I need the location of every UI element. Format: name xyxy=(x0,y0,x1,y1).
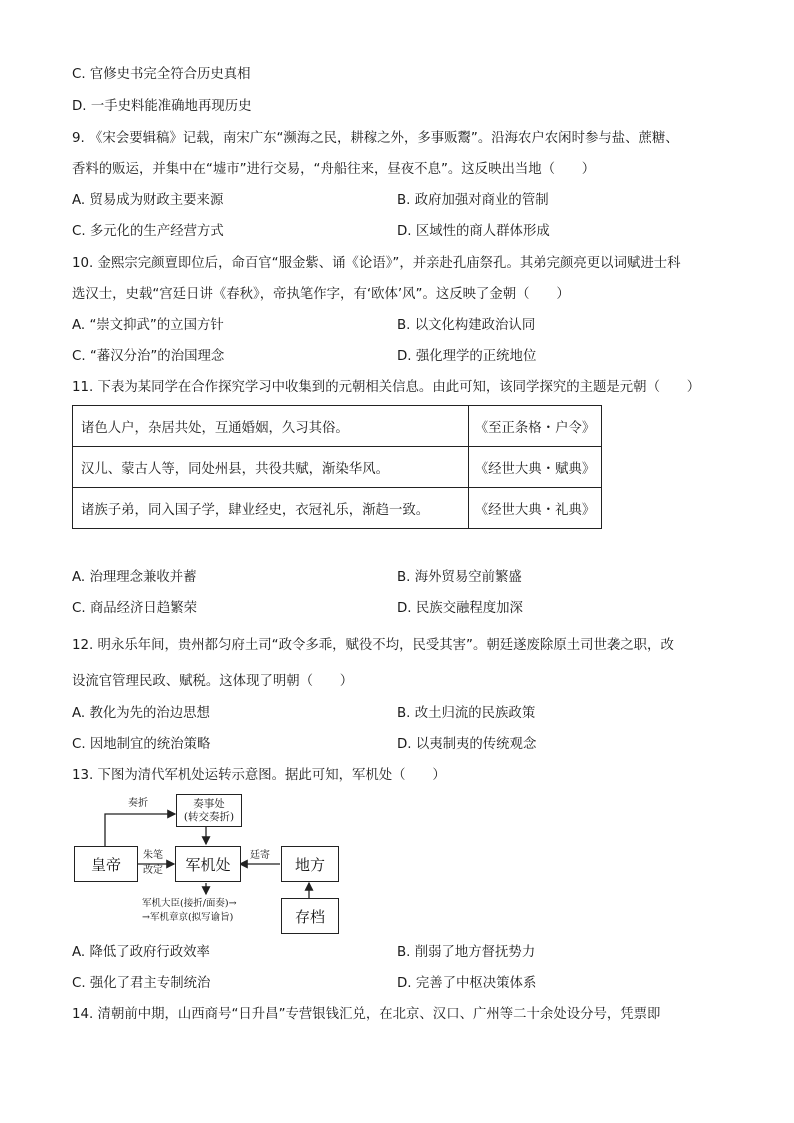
question-9-line-1: 9. 《宋会要辑稿》记载，南宋广东“濒海之民，耕稼之外，多事贩鬻”。沿海农户农闲时参与盐、蔗糖、 xyxy=(72,131,679,146)
junjichu-label: 军机处 xyxy=(185,855,231,874)
q10-option-b: B. 以文化构建政治认同 xyxy=(397,318,536,333)
q12-option-b: B. 改土归流的民族政策 xyxy=(397,706,536,721)
q13-option-d: D. 完善了中枢决策体系 xyxy=(397,976,537,991)
junjichu-box xyxy=(175,846,241,882)
table-row xyxy=(73,406,602,447)
q10-option-c: C. “蕃汉分治”的治国理念 xyxy=(72,349,225,364)
table-cell-source: 《至正条格・户令》 xyxy=(469,406,602,447)
question-12-line-1: 12. 明永乐年间，贵州都匀府土司“政令多乖，赋役不均，民受其害”。朝廷遂废除原土司世袭之职，改 xyxy=(72,638,674,653)
question-10-line-1: 10. 金熙宗完颜亶即位后，命百官“服金紫、诵《论语》”，并亲赴孔庙祭孔。其弟完颜亮更以词赋进士科 xyxy=(72,256,681,271)
question-13: 13. 下图为清代军机处运转示意图。据此可知，军机处（ ） xyxy=(72,768,446,783)
q12-option-d: D. 以夷制夷的传统观念 xyxy=(397,737,537,752)
zoushichu-title: 奏事处 xyxy=(193,797,225,810)
label-zhubi-2: 改定 xyxy=(143,865,163,876)
zoushichu-box xyxy=(176,794,242,827)
q10-option-d: D. 强化理学的正统地位 xyxy=(397,349,537,364)
note-line-1: 军机大臣(接折/面奏)→ xyxy=(142,898,237,909)
q9-option-c: C. 多元化的生产经营方式 xyxy=(72,224,224,239)
q11-option-c: C. 商品经济日趋繁荣 xyxy=(72,601,197,616)
label-zouzhe: 奏折 xyxy=(128,798,148,809)
note-line-2: →军机章京(拟写谕旨) xyxy=(142,912,234,923)
table-cell-source: 《经世大典・赋典》 xyxy=(469,447,602,488)
archive-box xyxy=(281,898,339,934)
yuan-info-table xyxy=(72,405,602,529)
q12-option-c: C. 因地制宜的统治策略 xyxy=(72,737,211,752)
question-14: 14. 清朝前中期，山西商号“日升昌”专营银钱汇兑，在北京、汉口、广州等二十余处设分号，凭票即 xyxy=(72,1007,661,1022)
local-label: 地方 xyxy=(294,855,325,874)
q12-option-a: A. 教化为先的治边思想 xyxy=(72,706,210,721)
zoushichu-subtitle: (转交奏折) xyxy=(183,810,235,823)
table-cell-content: 汉儿、蒙古人等，同处州县，共役共赋，渐染华风。 xyxy=(73,447,469,488)
question-12-line-2: 设流官管理民政、赋税。这体现了明朝（ ） xyxy=(72,674,354,689)
emperor-box xyxy=(74,846,138,882)
q11-option-a: A. 治理理念兼收并蓄 xyxy=(72,570,197,585)
label-zhubi-1: 朱笔 xyxy=(143,850,163,861)
q10-option-a: A. “崇文抑武”的立国方针 xyxy=(72,318,224,333)
q13-option-c: C. 强化了君主专制统治 xyxy=(72,976,211,991)
question-9-line-2: 香料的贩运，并集中在“墟市”进行交易，“舟船往来，昼夜不息”。这反映出当地（ ） xyxy=(72,162,596,177)
q13-option-a: A. 降低了政府行政效率 xyxy=(72,945,210,960)
label-tingji: 廷寄 xyxy=(250,850,270,861)
q11-option-d: D. 民族交融程度加深 xyxy=(397,601,523,616)
table-row xyxy=(73,447,602,488)
table-cell-content: 诸色人户，杂居共处，互通婚姻，久习其俗。 xyxy=(73,406,469,447)
emperor-label: 皇帝 xyxy=(90,855,121,874)
question-11: 11. 下表为某同学在合作探究学习中收集到的元朝相关信息。由此可知，该同学探究的主题是元朝（ ） xyxy=(72,380,701,395)
q9-option-d: D. 区域性的商人群体形成 xyxy=(397,224,550,239)
archive-label: 存档 xyxy=(294,907,325,926)
junjichu-flow-diagram xyxy=(72,790,344,936)
q9-option-a: A. 贸易成为财政主要来源 xyxy=(72,193,224,208)
option-c-prev: C. 官修史书完全符合历史真相 xyxy=(72,67,251,82)
local-box xyxy=(281,846,339,882)
question-10-line-2: 选汉士，史载“宫廷日讲《春秋》，帝执笔作字，有‘欧体’风”。这反映了金朝（ ） xyxy=(72,287,570,302)
q11-option-b: B. 海外贸易空前繁盛 xyxy=(397,570,522,585)
q9-option-b: B. 政府加强对商业的管制 xyxy=(397,193,549,208)
q13-option-b: B. 削弱了地方督抚势力 xyxy=(397,945,536,960)
table-cell-content: 诸族子弟，同入国子学，肆业经史，衣冠礼乐，渐趋一致。 xyxy=(73,488,469,529)
option-d-prev: D. 一手史料能准确地再现历史 xyxy=(72,99,252,114)
table-cell-source: 《经世大典・礼典》 xyxy=(469,488,602,529)
table-row xyxy=(73,488,602,529)
